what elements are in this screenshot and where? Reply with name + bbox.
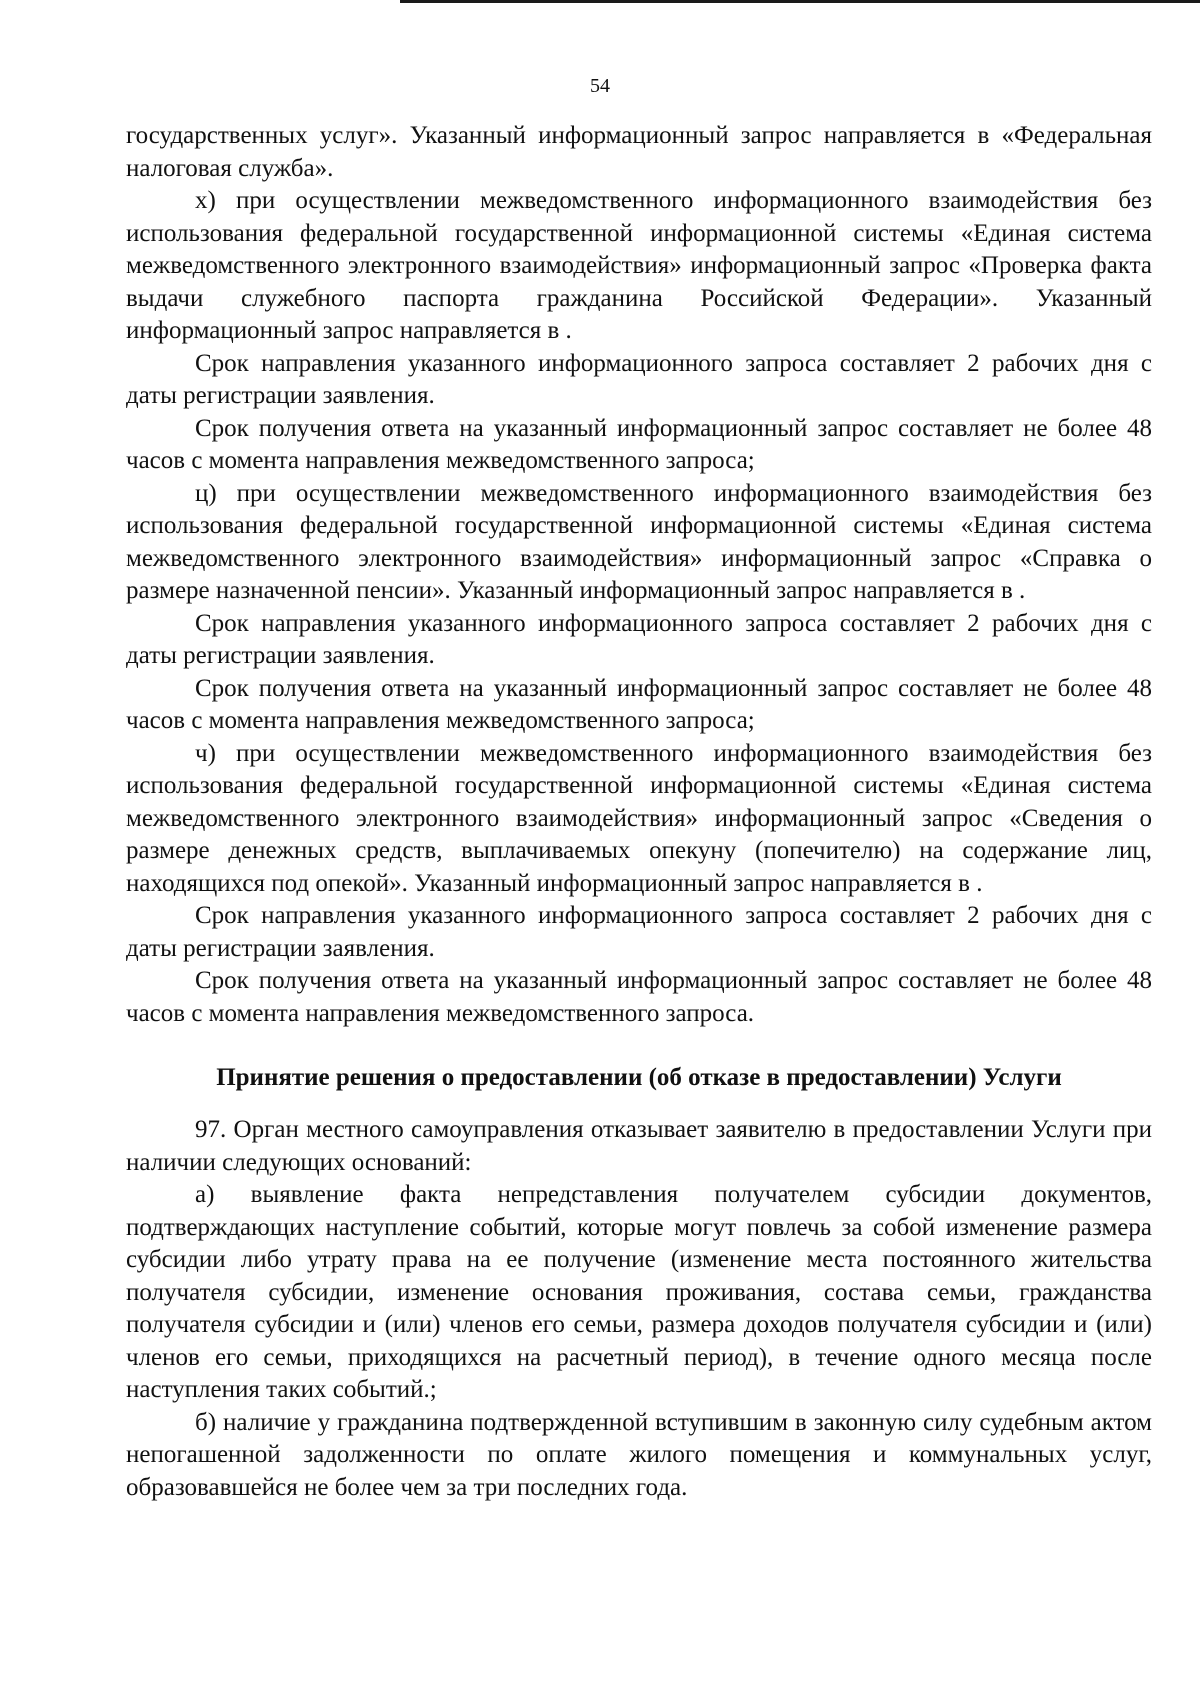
paragraph-4: Срок получения ответа на указанный информационный запрос составляет не более 48 часов с момента направления межведомственного запроса;: [126, 414, 1152, 474]
paragraph-7: Срок получения ответа на указанный информационный запрос составляет не более 48 часов с момента направления межведомственного запроса;: [126, 674, 1152, 734]
paragraph-5: ц) при осуществлении межведомственного информационного взаимодействия без использования федеральной государственной информационной системы «Единая система межведомственного электронного взаимодействия» информационный запрос «Справка о размере назначенной пенсии». Указанный информационный запрос направляется в .: [126, 479, 1152, 604]
paragraph-8: ч) при осуществлении межведомственного информационного взаимодействия без использования федеральной государственной информационной системы «Единая система межведомственного электронного взаимодействия» информационный запрос «Сведения о размере денежных средств, выплачиваемых опекуну (попечителю) на содержание лиц, находящихся под опекой». Указанный информационный запрос направляется в .: [126, 739, 1152, 897]
paragraph-11: 97. Орган местного самоуправления отказывает заявителю в предоставлении Услуги при наличии следующих оснований:: [126, 1116, 1152, 1176]
paragraph-9: Срок направления указанного информационного запроса составляет 2 рабочих дня с даты регистрации заявления.: [126, 902, 1152, 962]
section-heading: Принятие решения о предоставлении (об отказе в предоставлении) Услуги: [216, 1064, 1062, 1091]
document-body: [126, 120, 1152, 1504]
paragraph-10: Срок получения ответа на указанный информационный запрос составляет не более 48 часов с момента направления межведомственного запроса.: [126, 967, 1152, 1027]
scan-edge-line: [400, 0, 1200, 3]
paragraph-1: государственных услуг». Указанный информационный запрос направляется в «Федеральная налоговая служба».: [126, 122, 1152, 182]
paragraph-3: Срок направления указанного информационного запроса составляет 2 рабочих дня с даты регистрации заявления.: [126, 349, 1152, 409]
page-number: 54: [590, 75, 610, 97]
paragraph-6: Срок направления указанного информационного запроса составляет 2 рабочих дня с даты регистрации заявления.: [126, 609, 1152, 669]
paragraph-2: х) при осуществлении межведомственного информационного взаимодействия без использования федеральной государственной информационной системы «Единая система межведомственного электронного взаимодействия» информационный запрос «Проверка факта выдачи служебного паспорта гражданина Российской Федерации». Указанный информационный запрос направляется в .: [126, 187, 1152, 344]
paragraph-12: а) выявление факта непредставления получателем субсидии документов, подтверждающих наступление событий, которые могут повлечь за собой изменение размера субсидии либо утрату права на ее получение (изменение места постоянного жительства получателя субсидии, изменение основания проживания, состава семьи, гражданства получателя субсидии и (или) членов его семьи, размера доходов получателя субсидии и (или) членов его семьи, приходящихся на расчетный период), в течение одного месяца после наступления таких событий.;: [126, 1181, 1152, 1403]
paragraph-13: б) наличие у гражданина подтвержденной вступившим в законную силу судебным актом непогашенной задолженности по оплате жилого помещения и коммунальных услуг, образовавшейся не более чем за три последних года.: [126, 1408, 1152, 1501]
